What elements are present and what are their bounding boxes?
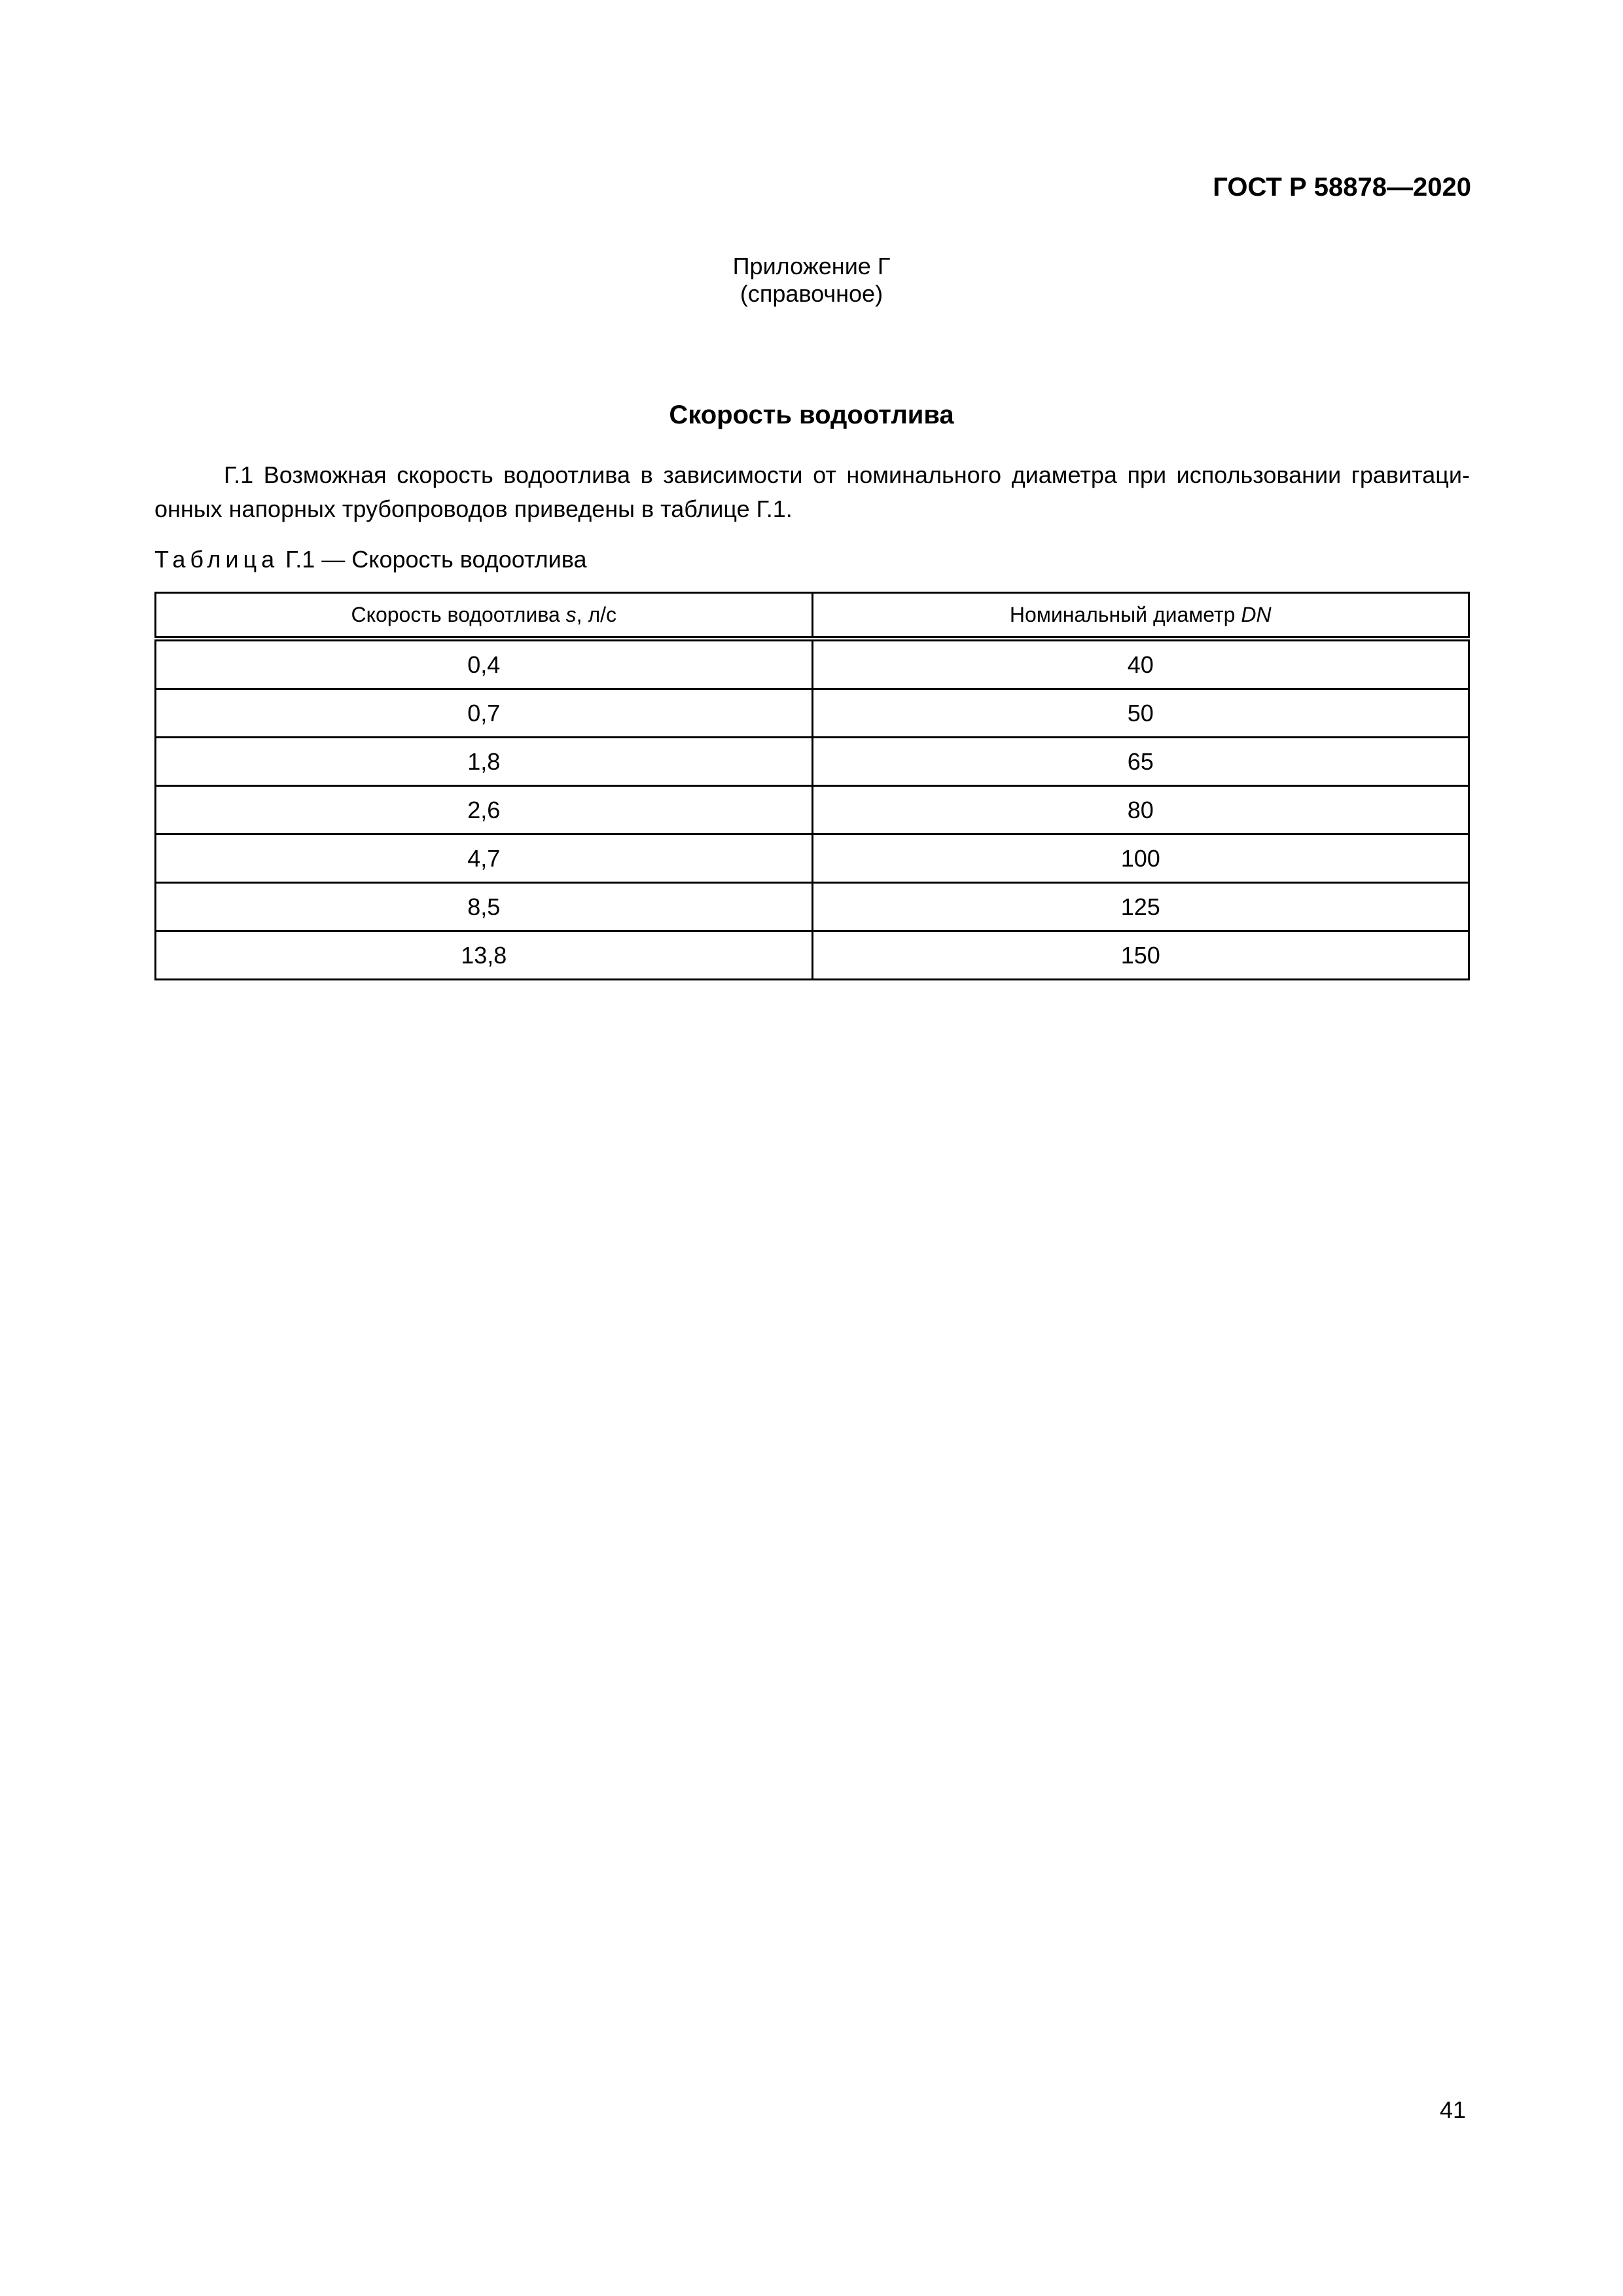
- speed-table: [154, 592, 1470, 980]
- cell-speed: 1,8: [156, 738, 813, 786]
- header-speed: Скорость водоотлива s, л/с: [156, 593, 813, 639]
- cell-diameter: 65: [812, 738, 1469, 786]
- cell-diameter: 40: [812, 639, 1469, 689]
- page-number: 41: [1439, 2096, 1466, 2123]
- header-speed-variable: s: [565, 603, 577, 626]
- section-title: Скорость водоотлива: [669, 401, 954, 429]
- document-code: ГОСТ Р 58878—2020: [1213, 173, 1471, 202]
- table-row: [156, 689, 1469, 738]
- table-row: [156, 738, 1469, 786]
- table-caption: [154, 546, 587, 573]
- table-row: [156, 639, 1469, 689]
- appendix-title: Приложение Г: [732, 253, 891, 279]
- cell-speed: 8,5: [156, 883, 813, 931]
- table-row: [156, 834, 1469, 883]
- header-diameter: Номинальный диаметр DN: [812, 593, 1469, 639]
- table-row: [156, 931, 1469, 980]
- table-row: [156, 883, 1469, 931]
- cell-diameter: 125: [812, 883, 1469, 931]
- cell-speed: 0,4: [156, 639, 813, 689]
- cell-diameter: 150: [812, 931, 1469, 980]
- appendix-type: (справочное): [740, 280, 883, 307]
- header-diameter-variable: DN: [1241, 603, 1272, 626]
- cell-speed: 4,7: [156, 834, 813, 883]
- cell-speed: 0,7: [156, 689, 813, 738]
- table-caption-text: Г.1 — Скорость водоотлива: [279, 546, 587, 573]
- table-header-row: [156, 593, 1469, 639]
- table-row: [156, 786, 1469, 834]
- cell-diameter: 50: [812, 689, 1469, 738]
- cell-diameter: 100: [812, 834, 1469, 883]
- table-caption-label: Таблица: [154, 546, 279, 573]
- paragraph-g1: Г.1 Возможная скорость водоотлива в зависимости от номинального диаметра при использовании гравитационных напорных трубопроводов приведены в таблице Г.1.: [154, 461, 1470, 522]
- cell-diameter: 80: [812, 786, 1469, 834]
- cell-speed: 13,8: [156, 931, 813, 980]
- cell-speed: 2,6: [156, 786, 813, 834]
